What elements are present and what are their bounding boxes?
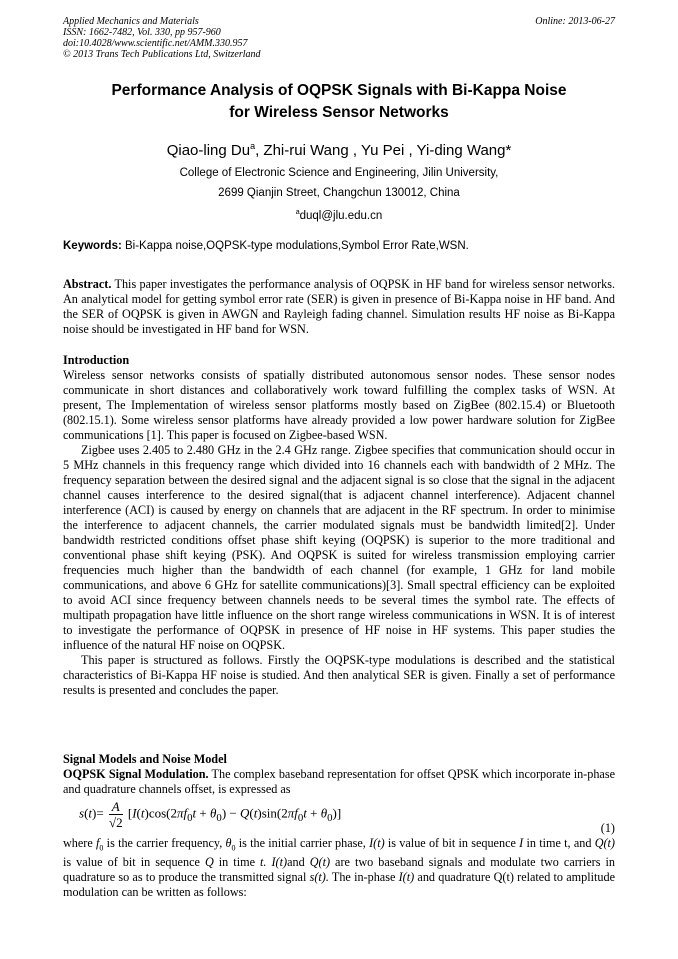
online-date: Online: 2013-06-27 bbox=[535, 16, 615, 27]
signal-paragraph-2: where $f_0$ is the carrier frequency, $\theta_0$ is the initial carrier phase, I(t) is value of bit in sequence I in time t, and Q(t) is value of bit in sequence Q in time t. I(t)and Q(t) are two baseband signals and modulate two carriers in quadrature so as to produce the transmitted signal s(t). The in-phase I(t) and quadrature Q(t) related to amplitude modulation can be written as follows: bbox=[63, 836, 615, 900]
email-line bbox=[63, 203, 615, 226]
affiliation-line-2: 2699 Qianjin Street, Changchun 130012, China bbox=[218, 187, 460, 199]
other-authors: , Zhi-rui Wang , Yu Pei , Yi-ding Wang* bbox=[255, 142, 512, 159]
equation-number: (1) bbox=[600, 821, 615, 835]
author-1-mark: a bbox=[250, 141, 256, 151]
copyright: © 2013 Trans Tech Publications Ltd, Switzerland bbox=[63, 49, 261, 60]
paper-title bbox=[63, 80, 615, 124]
abstract-text: This paper investigates the performance analysis of OQPSK in HF band for wireless sensor networks. An analytical model for getting symbol error rate (SER) is given in presence of Bi-Kappa noise in HF band. And the SER of OQPSK is given in AWGN and Rayleigh fading channel. Simulation results HF noise as Bi-Kappa noise should be investigated in HF band for WSN. bbox=[63, 277, 615, 336]
intro-paragraph-1: Wireless sensor networks consists of spatially distributed autonomous sensor nodes. These sensor nodes communicate in short distances and collaboratively work toward fulfilling the complex tasks of WSN. At present, The Implementation of wireless sensor platforms mostly based on ZigBee (802.15.4) or Bluetooth (802.15.1). Some wireless sensor platforms have already provided a low power hardware solution for ZigBee communications [1]. This paper is focused on Zigbee-based WSN. bbox=[63, 368, 615, 442]
journal-name: Applied Mechanics and Materials bbox=[63, 16, 199, 27]
equation-1 bbox=[63, 797, 615, 833]
abstract-label: Abstract. bbox=[63, 277, 112, 291]
author-list bbox=[63, 136, 615, 161]
intro-paragraph-3: This paper is structured as follows. Firstly the OQPSK-type modulations is described and the statistical characteristics of Bi-Kappa HF noise is studied. And then analytical SER is given. Finally a set of performance results is presented and concludes the paper. bbox=[63, 653, 615, 697]
author-1: Qiao-ling Du bbox=[166, 142, 251, 159]
oqpsk-subheading: OQPSK Signal Modulation. bbox=[63, 767, 209, 781]
title-line-2: for Wireless Sensor Networks bbox=[229, 104, 449, 121]
affiliation bbox=[63, 163, 615, 226]
introduction-section bbox=[63, 353, 615, 698]
title-line-1: Performance Analysis of OQPSK Signals with Bi-Kappa Noise bbox=[111, 82, 567, 99]
equation-1-body: s(t)= $\frac{A}{√2}$ $[I(t)\cos(2\pi f_0t + \theta_0) - Q(t)\sin(2\pi f_0t + \theta_0)]$ bbox=[79, 799, 342, 830]
author-email[interactable]: duql@jlu.edu.cn bbox=[299, 209, 383, 222]
introduction-heading: Introduction bbox=[63, 353, 130, 367]
email-mark: a bbox=[295, 209, 300, 216]
signal-models-heading: Signal Models and Noise Model bbox=[63, 752, 227, 766]
keywords bbox=[63, 239, 615, 254]
doi: doi:10.4028/www.scientific.net/AMM.330.957 bbox=[63, 38, 248, 49]
keywords-text: Bi-Kappa noise,OQPSK-type modulations,Symbol Error Rate,WSN. bbox=[121, 240, 469, 252]
issn: ISSN: 1662-7482, Vol. 330, pp 957-960 bbox=[63, 27, 221, 38]
signal-paragraph-1: The complex baseband representation for offset QPSK which incorporate in-phase and quadrature channels offset, is expressed as bbox=[63, 767, 615, 796]
keywords-label: Keywords: bbox=[63, 240, 122, 252]
journal-header bbox=[63, 16, 261, 60]
abstract bbox=[63, 277, 615, 337]
signal-models-section bbox=[63, 752, 615, 797]
intro-paragraph-2: Zigbee uses 2.405 to 2.480 GHz in the 2.4 GHz range. Zigbee specifies that communication should occur in 5 MHz channels in this frequency range which divided into 16 channels each with bandwidth of 2 MHz. The frequency separation between the desired signal and the adjacent signal is so close that the signal in the adjacent channel causes interference to the desired signal(that is adjacent channel interference). Adjacent channel interference (ACI) is caused by energy on channels that are adjacent in the RF spectrum. In order to minimise the interference to adjacent channels, the carrier modulated signals must be bandwidth limited[2]. Under bandwidth restricted conditions offset phase shift keying (OQPSK) is superior to the more traditional and conventional phase shift keying (PSK). And OQPSK is suited for wireless transmission employing carrier frequencies much higher than the bandwidth of each channel (for example, 1 GHz for land mobile communications, and above 6 GHz for satellite communications)[3]. Small spectral efficiency can be exploited to avoid ACI since frequency between channels needs to be several times the symbol rate. The effects of multipath propagation have little influence on the short range wireless communications in WSN. It is of interest to investigate the performance of OQPSK in presence of HF noise in HF systems. This paper studies the influence of the natural HF noise on OQPSK. bbox=[63, 443, 615, 652]
affiliation-line-1: College of Electronic Science and Engineering, Jilin University, bbox=[179, 167, 499, 179]
